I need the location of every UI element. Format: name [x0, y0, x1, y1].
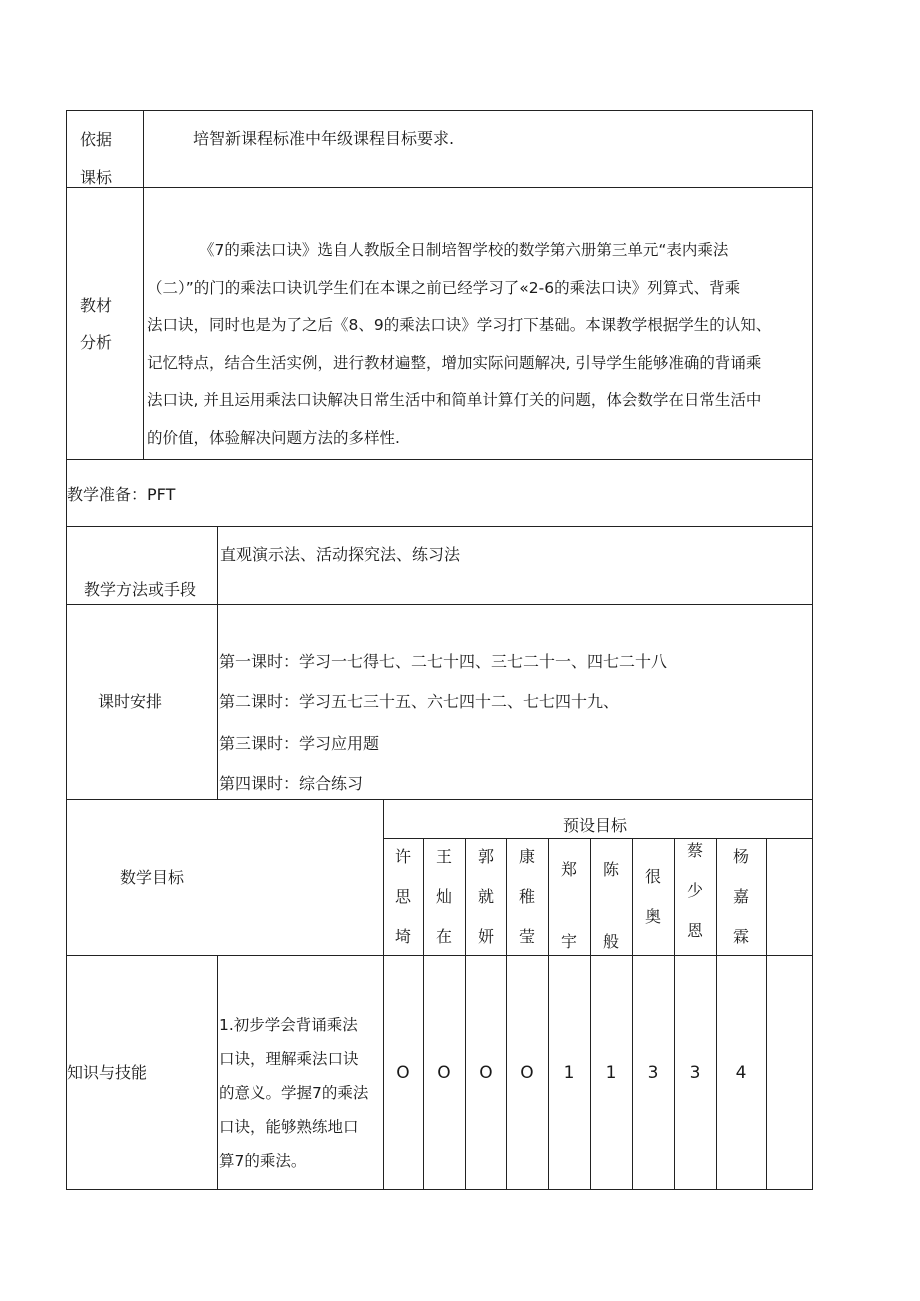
student-name: [721, 837, 761, 957]
schedule-item: 第四课时：综合练习: [219, 774, 364, 793]
textbook-line: （二）”的门的乘法口诀讥学生们在本课之前已经学习了«2-6的乘法口诀》列算式、背乘: [147, 278, 741, 297]
rule-row5: [66, 799, 813, 800]
methods-label: 教学方法或手段: [84, 580, 197, 599]
student-name: [507, 837, 547, 957]
student-name-char: 恩: [686, 921, 703, 940]
score-value: 4: [735, 1063, 747, 1083]
student-name: [383, 837, 423, 957]
textbook-line: 法口诀，同时也是为了之后《8、9的乘法口诀》学习打下基础。本课教学根据学生的认知、: [147, 316, 772, 334]
curriculum-label-line2: 课标: [80, 168, 113, 187]
student-name: [466, 837, 506, 957]
textbook-label-line1: 教材: [80, 296, 113, 315]
schedule-item: 第二课时：学习五七三十五、六七四十二、七七四十九、: [219, 692, 620, 711]
knowledge-label: 知识与技能: [67, 1063, 148, 1082]
student-name-char: 灿: [435, 887, 452, 906]
student-name-char: 嘉: [732, 887, 749, 906]
student-name-char: 稚: [518, 887, 535, 906]
student-name-char: 霖: [732, 927, 749, 946]
curriculum-label-line1: 依据: [80, 130, 113, 149]
score-value: 1: [563, 1063, 575, 1083]
student-name: [633, 857, 673, 937]
rule-row4: [66, 604, 813, 605]
student-name-char: 许: [394, 847, 411, 866]
student-name-char: 郭: [477, 847, 494, 866]
score-value: O: [437, 1063, 451, 1083]
student-name-char: 少: [686, 881, 703, 900]
divider-label-col-top: [143, 110, 144, 460]
table-border-top: [66, 110, 813, 111]
divider-col-9: [766, 838, 767, 1190]
knowledge-line: 口诀，理解乘法口诀: [219, 1050, 359, 1068]
student-name-char: 思: [394, 887, 411, 906]
textbook-line: 的价值，体验解决问题方法的多样性.: [147, 428, 400, 447]
goals-label: 数学目标: [120, 868, 185, 887]
rule-row3: [66, 526, 813, 527]
student-name-char: 莹: [518, 927, 535, 946]
textbook-label-line2: 分析: [80, 333, 113, 352]
student-name: [424, 837, 464, 957]
score-value: 3: [689, 1063, 701, 1083]
student-name-char: 就: [477, 887, 494, 906]
score-value: 1: [605, 1063, 617, 1083]
schedule-item: 第三课时：学习应用题: [219, 734, 380, 753]
student-name-char: 王: [435, 847, 452, 866]
student-name-char: 埼: [394, 927, 411, 946]
divider-col-8: [716, 838, 717, 1190]
student-name-char: 很: [644, 867, 661, 886]
divider-label-col-mid: [217, 526, 218, 800]
methods-content: 直观演示法、活动探究法、练习法: [220, 545, 461, 564]
textbook-analysis: [147, 232, 811, 457]
knowledge-line: 算7的乘法。: [219, 1152, 307, 1170]
student-name-char: 蔡: [686, 841, 703, 860]
score-value: 3: [647, 1063, 659, 1083]
textbook-line: 法口诀, 并且运用乘法口诀解决日常生活中和简单计算仃关的问题，体会数学在日常生活中: [147, 391, 762, 409]
textbook-line: 《7的乘法口诀》选自人教版全日制培智学校的数学第六册第三单元“表内乘法: [199, 241, 729, 259]
score-value: O: [396, 1063, 410, 1083]
student-name-char: 奥: [644, 907, 661, 926]
score-value: O: [520, 1063, 534, 1083]
schedule-label: 课时安排: [98, 692, 163, 711]
student-name-char: 杨: [732, 847, 749, 866]
student-name-char: 般: [602, 932, 619, 951]
student-name-char: 陈: [602, 860, 619, 879]
score-value: O: [479, 1063, 493, 1083]
knowledge-line: 1.初步学会背诵乘法: [219, 1016, 358, 1034]
schedule-item: 第一课时：学习一七得七、二七十四、三七二十一、四七二十八: [219, 652, 668, 671]
rule-row1: [66, 187, 813, 188]
student-name-char: 康: [518, 847, 535, 866]
student-name: [549, 850, 589, 962]
knowledge-description: [219, 1008, 368, 1178]
preparation-text: 教学准备：PFT: [67, 485, 176, 504]
knowledge-line: 口诀，能够熟练地口: [219, 1118, 359, 1136]
student-name-char: 宇: [560, 932, 577, 951]
table-border-left: [66, 110, 67, 1190]
knowledge-line: 的意义。学握7的乘法: [219, 1084, 369, 1102]
table-border-bottom: [66, 1189, 813, 1190]
student-name-char: 妍: [477, 927, 494, 946]
curriculum-content: 培智新课程标准中年级课程目标要求.: [193, 129, 455, 148]
table-border-right: [812, 110, 813, 1190]
student-name: [675, 831, 715, 951]
student-name: [591, 850, 631, 962]
student-name-char: 郑: [560, 860, 577, 879]
textbook-line: 记忆特点，结合生活实例，进行教材遍整，增加实际问题解决, 引导学生能够准确的背诵乘: [147, 353, 762, 372]
divider-label-col-bottom: [217, 955, 218, 1190]
goals-header: 预设目标: [563, 816, 628, 835]
rule-row2: [66, 459, 813, 460]
student-name-char: 在: [435, 927, 452, 946]
